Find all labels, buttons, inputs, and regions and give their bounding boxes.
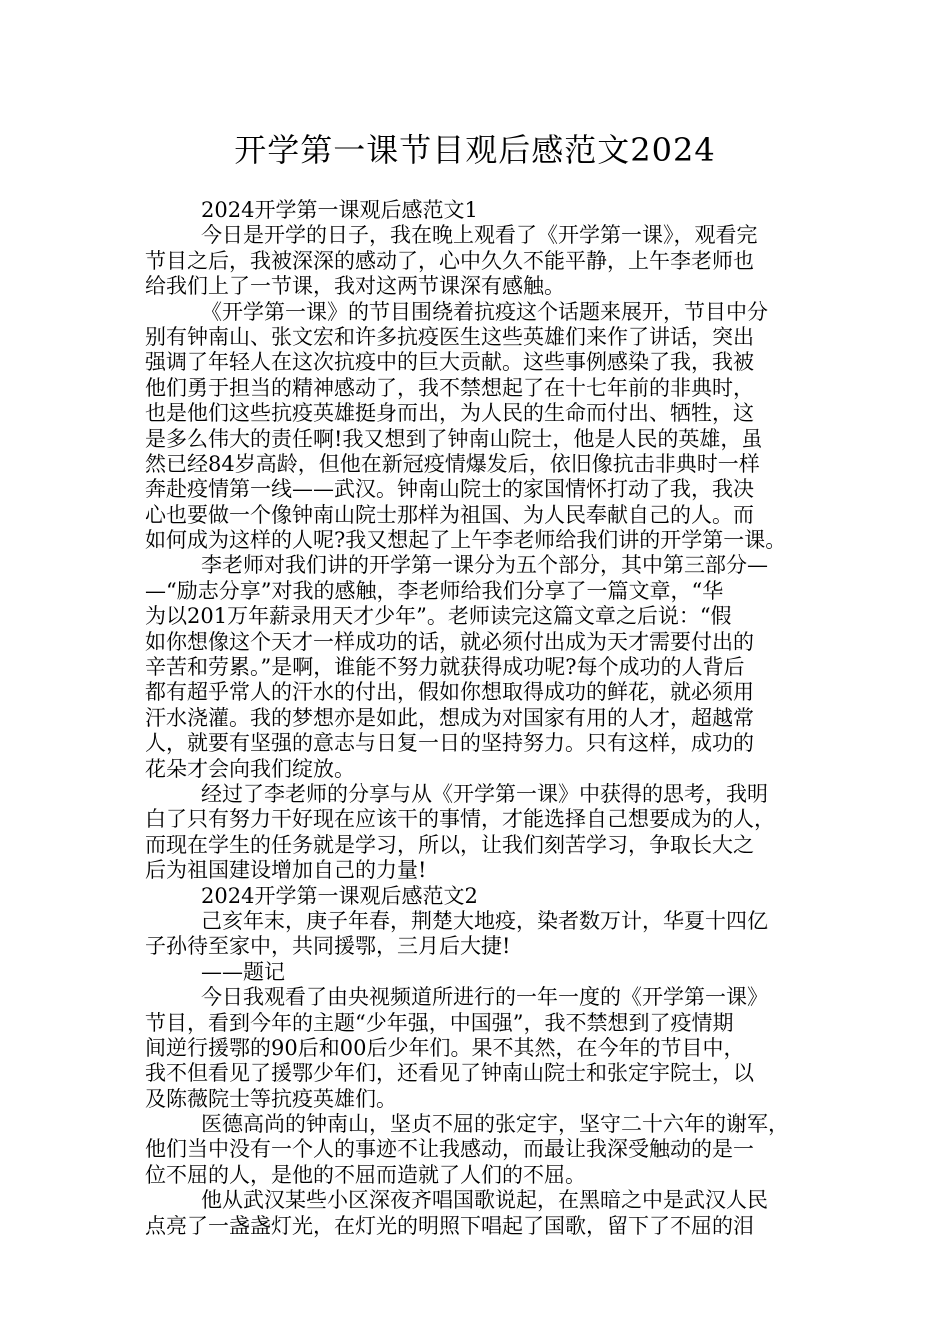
text-line: 然已经84岁高龄，但他在新冠疫情爆发后，依旧像抗击非典时一样 [145,451,760,476]
text-line: 别有钟南山、张文宏和许多抗疫医生这些英雄们来作了讲话，突出 [145,324,754,349]
text-line: 子孙待至家中，共同援鄂，三月后大捷! [145,934,511,959]
text-line: 如何成为这样的人呢?我又想起了上午李老师给我们讲的开学第一课。 [145,528,787,553]
text-line: 辛苦和劳累。”是啊，谁能不努力就获得成功呢?每个成功的人背后 [145,655,745,680]
text-line: 汗水浇灌。我的梦想亦是如此，想成为对国家有用的人才，超越常 [145,705,754,730]
text-line: 他们当中没有一个人的事迹不让我感动，而最让我深受触动的是一 [145,1137,754,1162]
text-line: 花朵才会向我们绽放。 [145,756,355,781]
document-body [145,198,825,1239]
text-line: 己亥年末，庚子年春，荆楚大地疫，染者数万计，华夏十四亿 [201,908,768,933]
text-line: 是多么伟大的责任啊!我又想到了钟南山院士，他是人民的英雄，虽 [145,426,763,451]
text-line: 为以201万年薪录用天才少年”。老师读完这篇文章之后说：“假 [145,604,732,629]
text-line: 也是他们这些抗疫英雄挺身而出，为人民的生命而付出、牺牲，这 [145,401,754,426]
text-line: 经过了李老师的分享与从《开学第一课》中获得的思考，我明 [201,781,768,806]
text-line: 间逆行援鄂的90后和00后少年们。果不其然，在今年的节目中， [145,1035,745,1060]
text-line: 节目之后，我被深深的感动了，心中久久不能平静，上午李老师也 [145,248,754,273]
text-line: —“励志分享”对我的感触，李老师给我们分享了一篇文章，“华 [145,578,724,603]
text-line: 奔赴疫情第一线——武汉。钟南山院士的家国情怀打动了我，我决 [145,477,754,502]
text-line: 医德高尚的钟南山，坚贞不屈的张定宇，坚守二十六年的谢军， [201,1112,789,1137]
text-line: 位不屈的人，是他的不屈而造就了人们的不屈。 [145,1162,586,1187]
text-line: 而现在学生的任务就是学习，所以，让我们刻苦学习，争取长大之 [145,832,754,857]
text-line: 2024开学第一课观后感范文2 [201,883,478,908]
text-line: 《开学第一课》的节目围绕着抗疫这个话题来展开，节目中分 [201,299,768,324]
text-line: 白了只有努力干好现在应该干的事情，才能选择自己想要成为的人， [145,807,775,832]
text-line: 强调了年轻人在这次抗疫中的巨大贡献。这些事例感染了我，我被 [145,350,754,375]
text-line: 今日是开学的日子，我在晚上观看了《开学第一课》，观看完 [201,223,758,248]
text-line: 都有超乎常人的汗水的付出，假如你想取得成功的鲜花，就必须用 [145,680,754,705]
text-line: 他从武汉某些小区深夜齐唱国歌说起，在黑暗之中是武汉人民 [201,1188,768,1213]
text-line: 今日我观看了由央视频道所进行的一年一度的《开学第一课》 [201,985,768,1010]
document-title: 开学第一课节目观后感范文2024 [234,131,716,169]
text-line: 我不但看见了援鄂少年们，还看见了钟南山院士和张定宇院士，以 [145,1061,754,1086]
text-line: 人，就要有坚强的意志与日复一日的坚持努力。只有这样，成功的 [145,731,754,756]
text-line: 2024开学第一课观后感范文1 [201,198,478,222]
text-line: 给我们上了一节课，我对这两节课深有感触。 [145,274,565,299]
text-line: 节目，看到今年的主题“少年强，中国强”，我不禁想到了疫情期 [145,1010,734,1035]
text-line: 及陈薇院士等抗疫英雄们。 [145,1086,397,1111]
text-line: 后为祖国建设增加自己的力量! [145,858,427,883]
text-line: 如你想像这个天才一样成功的话，就必须付出成为天才需要付出的 [145,629,754,654]
text-line: 点亮了一盏盏灯光，在灯光的明照下唱起了国歌，留下了不屈的泪 [145,1213,754,1238]
text-line: 他们勇于担当的精神感动了，我不禁想起了在十七年前的非典时， [145,375,754,400]
text-line: ——题记 [201,959,285,984]
text-line: 李老师对我们讲的开学第一课分为五个部分，其中第三部分— [201,553,768,578]
text-line: 心也要做一个像钟南山院士那样为祖国、为人民奉献自己的人。而 [145,502,754,527]
